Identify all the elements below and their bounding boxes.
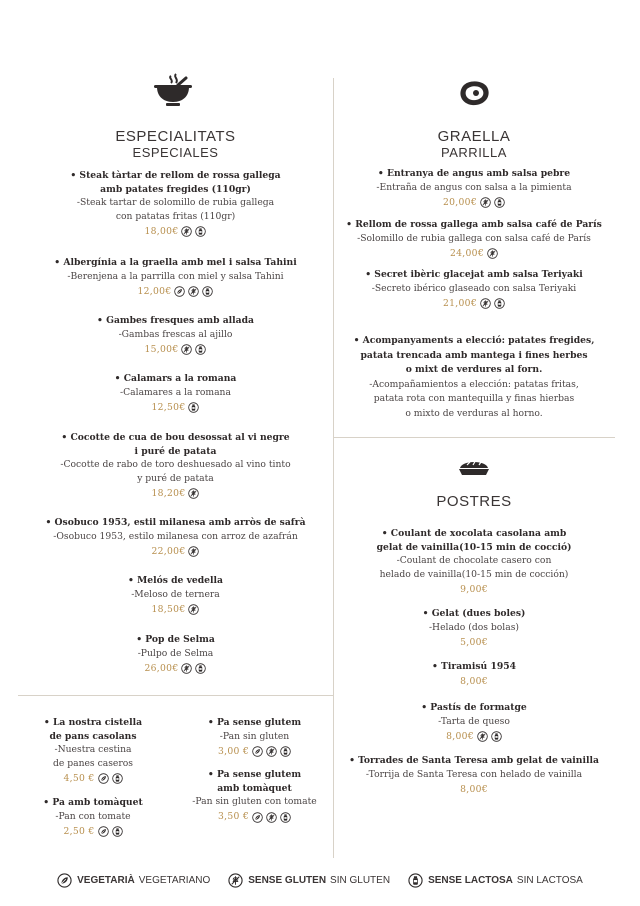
dish-entranya: • Entranya de angus amb salsa pebre -Entraña de angus con salsa a la pimienta 20,00€ [376, 168, 572, 208]
dessert-coulant: • Coulant de xocolata casolana amb gelat de vainilla(10-15 min de cocció) -Coulant de chocolate casero con helado de vainilla(10-15 min de cocción) 9,00€ [376, 528, 572, 595]
section-subtitle-parrilla: PARRILLA [441, 145, 507, 160]
price: 15,00€ [144, 343, 179, 355]
steak-icon [457, 78, 491, 108]
lactose-free-icon [280, 812, 291, 823]
legend-lactose-label: SENSE LACTOSA [428, 874, 513, 886]
lactose-free-icon [408, 873, 423, 888]
vegetarian-icon [174, 286, 185, 297]
gluten-free-icon [188, 286, 199, 297]
legend-gluten-translation: SIN GLUTEN [330, 874, 391, 886]
price: 3,00 € [217, 745, 250, 757]
legend-veg-label: VEGETARIÀ [77, 874, 135, 886]
gluten-free-icon [188, 604, 199, 615]
dish-gambes: • Gambes fresques amb allada -Gambas frescas al ajillo 15,00€ [97, 315, 254, 355]
price: 8,00€ [460, 676, 488, 688]
lactose-free-icon [112, 773, 123, 784]
price: 18,00€ [144, 225, 179, 237]
breads-divider [18, 695, 333, 696]
lactose-free-icon [494, 298, 505, 309]
mortar-pot-icon [153, 72, 193, 110]
price: 20,00€ [443, 196, 477, 208]
price: 18,50€ [151, 603, 186, 615]
sides-note: • Acompanyaments a elecció: patates fregides, patata trencada amb mantega i fines herbes o mixt de verdures al forn. -Acompañamientos a elección: patatas fritas, patata rota con mantequilla y finas hierbas o mixto de verduras al horno. [353, 335, 595, 419]
dish-alberginia: • Albergínia a la graella amb mel i salsa Tahini -Berenjena a la parrilla con miel y salsa Tahini 12,00€ [54, 257, 297, 297]
lactose-free-icon [195, 663, 206, 674]
lactose-free-icon [494, 197, 505, 208]
dish-secret-iberic: • Secret ibèric glacejat amb salsa Teriyaki -Secreto ibérico glaseado con salsa Teriyaki 21,00€ [365, 269, 583, 309]
dish-calamars: • Calamars a la romana -Calamares a la romana 12,50€ [114, 373, 237, 413]
graella-postres-divider [333, 437, 615, 438]
bread-sense-gluten: • Pa sense glutem -Pan sin gluten 3,00 € [207, 717, 302, 757]
price: 4,50 € [63, 772, 95, 784]
dessert-tiramisu: • Tiramisú 1954 8,00€ [431, 661, 517, 688]
gluten-free-icon [181, 663, 192, 674]
gluten-free-icon [477, 731, 488, 742]
pie-icon [458, 457, 490, 477]
gluten-free-icon [188, 488, 199, 499]
lactose-free-icon [202, 286, 213, 297]
dish-pop: • Pop de Selma -Pulpo de Selma 26,00€ [136, 634, 215, 674]
gluten-free-icon [188, 546, 199, 557]
price: 9,00€ [460, 583, 488, 595]
bread-pa-tomaquet: • Pa amb tomàquet -Pan con tomate 2,50 € [43, 797, 143, 837]
gluten-free-icon [181, 344, 192, 355]
gluten-free-icon [480, 298, 491, 309]
price: 24,00€ [450, 247, 484, 259]
price: 22,00€ [151, 545, 186, 557]
bread-sense-gluten-tomaquet: • Pa sense glutem amb tomàquet -Pan sin gluten con tomate 3,50 € [192, 769, 317, 823]
dish-rellom: • Rellom de rossa gallega amb salsa café de París -Solomillo de rubia gallega con salsa café de París 24,00€ [346, 219, 602, 259]
dessert-torrades: • Torrades de Santa Teresa amb gelat de vainilla -Torrija de Santa Teresa con helado de vainilla 8,00€ [349, 755, 599, 795]
price: 26,00€ [144, 662, 179, 674]
allergen-legend [0, 870, 640, 890]
price: 18,20€ [151, 487, 186, 499]
price: 8,00€ [446, 730, 474, 742]
vegetarian-icon [252, 746, 263, 757]
vegetarian-icon [98, 826, 109, 837]
section-title-especialitats: ESPECIALITATS [115, 128, 236, 145]
lactose-free-icon [195, 344, 206, 355]
vegetarian-icon [252, 812, 263, 823]
gluten-free-icon [266, 812, 277, 823]
price: 3,50 € [217, 811, 250, 823]
section-title-postres: POSTRES [436, 493, 512, 510]
dessert-gelat: • Gelat (dues boles) -Helado (dos bolas) 5,00€ [422, 608, 526, 648]
price: 2,50 € [63, 825, 95, 837]
price: 5,00€ [460, 636, 488, 648]
vegetarian-icon [57, 873, 72, 888]
vegetarian-icon [98, 773, 109, 784]
price: 12,50€ [151, 401, 186, 413]
section-subtitle-especiales: ESPECIALES [132, 145, 219, 160]
bread-cistella: • La nostra cistella de pans casolans -Nuestra cestina de panes caseros 4,50 € [43, 717, 143, 784]
gluten-free-icon [266, 746, 277, 757]
lactose-free-icon [491, 731, 502, 742]
legend-gluten-label: SENSE GLUTEN [248, 874, 327, 886]
gluten-free-icon [487, 248, 498, 259]
price: 8,00€ [460, 783, 488, 795]
price: 12,00€ [137, 285, 172, 297]
legend-veg-translation: VEGETARIANO [138, 874, 211, 886]
dessert-pastis: • Pastís de formatge -Tarta de queso 8,00€ [421, 702, 527, 742]
gluten-free-icon [480, 197, 491, 208]
lactose-free-icon [195, 226, 206, 237]
dish-melos: • Melós de vedella -Meloso de ternera 18,50€ [128, 575, 223, 615]
lactose-free-icon [188, 402, 199, 413]
gluten-free-icon [181, 226, 192, 237]
lactose-free-icon [112, 826, 123, 837]
dish-cocotte: • Cocotte de cua de bou desossat al vi negre i puré de patata -Cocotte de rabo de toro deshuesado al vino tinto y puré de patata 18,20€ [60, 432, 291, 499]
price: 21,00€ [443, 297, 477, 309]
dish-osobuco: • Osobuco 1953, estil milanesa amb arròs de safrà -Osobuco 1953, estilo milanesa con arroz de azafrán 22,00€ [45, 517, 306, 557]
dish-steak-tartar: • Steak tàrtar de rellom de rossa gallega amb patates fregides (110gr) -Steak tartar de solomillo de rubia gallega con patatas fritas (110gr) 18,00€ [70, 170, 281, 237]
lactose-free-icon [280, 746, 291, 757]
legend-lactose-translation: SIN LACTOSA [516, 874, 583, 886]
section-title-graella: GRAELLA [437, 128, 511, 145]
gluten-free-icon [228, 873, 243, 888]
